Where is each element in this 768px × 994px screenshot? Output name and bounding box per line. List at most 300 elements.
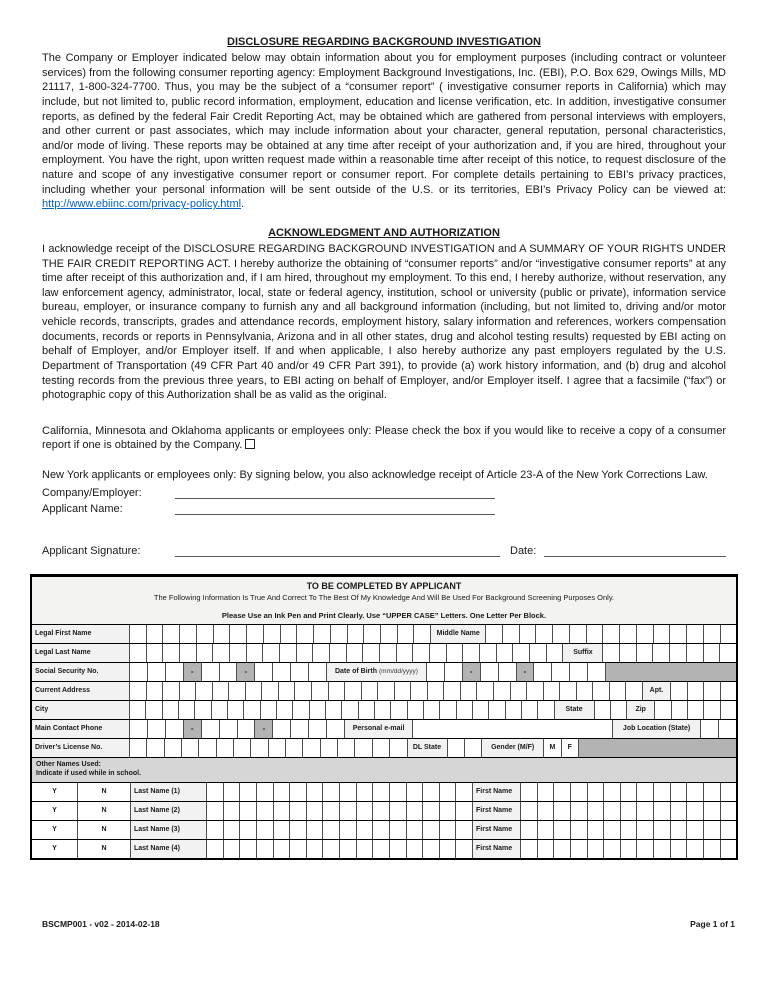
- letter-box[interactable]: [669, 625, 686, 643]
- letter-box[interactable]: [358, 701, 374, 719]
- letter-box[interactable]: [686, 840, 703, 858]
- letter-box[interactable]: [389, 783, 406, 801]
- letter-box[interactable]: [280, 625, 297, 643]
- letter-box[interactable]: [212, 682, 229, 700]
- letter-box[interactable]: [372, 840, 389, 858]
- letter-box[interactable]: [320, 739, 337, 757]
- letter-box[interactable]: [179, 682, 196, 700]
- letter-box[interactable]: [129, 663, 147, 681]
- letter-box[interactable]: [570, 783, 587, 801]
- letter-box[interactable]: [339, 783, 356, 801]
- letter-box[interactable]: [520, 821, 537, 839]
- letter-box[interactable]: [587, 783, 604, 801]
- letter-box[interactable]: [485, 625, 502, 643]
- letter-box[interactable]: [479, 644, 496, 662]
- letter-box[interactable]: [201, 663, 219, 681]
- letter-box[interactable]: [181, 739, 198, 757]
- letter-box[interactable]: [703, 625, 720, 643]
- letter-box[interactable]: [587, 802, 604, 820]
- letter-box[interactable]: [179, 625, 196, 643]
- letter-box[interactable]: [719, 644, 736, 662]
- letter-box[interactable]: [389, 821, 406, 839]
- letter-box[interactable]: [686, 783, 703, 801]
- letter-box[interactable]: [720, 802, 737, 820]
- letter-box[interactable]: [312, 644, 329, 662]
- letter-box[interactable]: [356, 783, 373, 801]
- letter-box[interactable]: [239, 802, 256, 820]
- letter-box[interactable]: [521, 701, 537, 719]
- letter-box[interactable]: [422, 821, 439, 839]
- letter-box[interactable]: [636, 840, 653, 858]
- letter-box[interactable]: [294, 682, 311, 700]
- letter-box[interactable]: [289, 821, 306, 839]
- letter-box[interactable]: [273, 783, 290, 801]
- letter-box[interactable]: [720, 625, 737, 643]
- applicant-name-line[interactable]: [175, 501, 495, 515]
- letter-box[interactable]: [493, 682, 510, 700]
- letter-box[interactable]: [670, 682, 687, 700]
- letter-box[interactable]: [246, 625, 263, 643]
- letter-box[interactable]: [594, 701, 610, 719]
- letter-box[interactable]: [700, 720, 718, 738]
- letter-box[interactable]: [439, 821, 456, 839]
- letter-box[interactable]: [620, 802, 637, 820]
- letter-box[interactable]: [198, 739, 215, 757]
- letter-box[interactable]: [720, 783, 737, 801]
- letter-box[interactable]: [505, 701, 521, 719]
- letter-box[interactable]: [227, 701, 243, 719]
- letter-box[interactable]: [720, 840, 737, 858]
- letter-box[interactable]: [602, 644, 619, 662]
- letter-box[interactable]: [260, 701, 276, 719]
- letter-box[interactable]: [372, 802, 389, 820]
- letter-box[interactable]: [443, 682, 460, 700]
- letter-box[interactable]: [592, 682, 609, 700]
- letter-box[interactable]: [250, 739, 267, 757]
- letter-box[interactable]: [653, 840, 670, 858]
- letter-box[interactable]: [670, 821, 687, 839]
- letter-box[interactable]: [520, 783, 537, 801]
- letter-box[interactable]: [620, 783, 637, 801]
- letter-box[interactable]: [703, 783, 720, 801]
- letter-box[interactable]: [720, 682, 737, 700]
- email-input-cell[interactable]: [412, 720, 612, 738]
- letter-box[interactable]: [456, 701, 472, 719]
- letter-box[interactable]: [165, 720, 183, 738]
- letter-box[interactable]: [502, 625, 519, 643]
- letter-box[interactable]: [278, 682, 295, 700]
- letter-box[interactable]: [356, 840, 373, 858]
- letter-box[interactable]: [535, 625, 552, 643]
- letter-box[interactable]: [439, 802, 456, 820]
- letter-box[interactable]: [455, 821, 472, 839]
- letter-box[interactable]: [196, 625, 213, 643]
- letter-box[interactable]: [537, 840, 554, 858]
- letter-box[interactable]: [526, 682, 543, 700]
- letter-box[interactable]: [703, 802, 720, 820]
- letter-box[interactable]: [162, 701, 178, 719]
- letter-box[interactable]: [543, 682, 560, 700]
- letter-box[interactable]: [472, 701, 488, 719]
- letter-box[interactable]: [256, 840, 273, 858]
- letter-box[interactable]: [329, 644, 346, 662]
- letter-box[interactable]: [302, 739, 319, 757]
- letter-box[interactable]: [372, 821, 389, 839]
- letter-box[interactable]: [328, 682, 345, 700]
- letter-box[interactable]: [162, 644, 179, 662]
- letter-box[interactable]: [308, 720, 326, 738]
- copy-report-checkbox[interactable]: [245, 439, 255, 449]
- letter-box[interactable]: [529, 644, 546, 662]
- letter-box[interactable]: [362, 644, 379, 662]
- letter-box[interactable]: [426, 663, 444, 681]
- letter-box[interactable]: [229, 625, 246, 643]
- letter-box[interactable]: [322, 802, 339, 820]
- letter-box[interactable]: [603, 783, 620, 801]
- letter-box[interactable]: [289, 802, 306, 820]
- company-employer-line[interactable]: [175, 485, 495, 499]
- letter-box[interactable]: [129, 720, 147, 738]
- letter-box[interactable]: [406, 840, 423, 858]
- letter-box[interactable]: [146, 682, 163, 700]
- letter-box[interactable]: [289, 783, 306, 801]
- letter-box[interactable]: [219, 663, 237, 681]
- applicant-signature-line[interactable]: [175, 543, 500, 557]
- letter-box[interactable]: [363, 625, 380, 643]
- letter-box[interactable]: [237, 720, 255, 738]
- letter-box[interactable]: [603, 840, 620, 858]
- letter-box[interactable]: [272, 663, 290, 681]
- letter-box[interactable]: [339, 802, 356, 820]
- letter-box[interactable]: [570, 802, 587, 820]
- letter-box[interactable]: [276, 701, 292, 719]
- letter-box[interactable]: [356, 821, 373, 839]
- letter-box[interactable]: [194, 701, 210, 719]
- letter-box[interactable]: [273, 802, 290, 820]
- letter-box[interactable]: [620, 821, 637, 839]
- letter-box[interactable]: [410, 682, 427, 700]
- letter-box[interactable]: [512, 644, 529, 662]
- letter-box[interactable]: [296, 625, 313, 643]
- letter-box[interactable]: [718, 720, 736, 738]
- letter-box[interactable]: [537, 783, 554, 801]
- letter-box[interactable]: [636, 821, 653, 839]
- letter-box[interactable]: [223, 840, 240, 858]
- letter-box[interactable]: [394, 682, 411, 700]
- letter-box[interactable]: [179, 644, 196, 662]
- letter-box[interactable]: [268, 739, 285, 757]
- letter-box[interactable]: [239, 840, 256, 858]
- letter-box[interactable]: [406, 802, 423, 820]
- letter-box[interactable]: [290, 720, 308, 738]
- letter-box[interactable]: [212, 644, 229, 662]
- letter-box[interactable]: [636, 783, 653, 801]
- letter-box[interactable]: [498, 663, 516, 681]
- letter-box[interactable]: [372, 783, 389, 801]
- letter-box[interactable]: [322, 840, 339, 858]
- letter-box[interactable]: [670, 783, 687, 801]
- letter-box[interactable]: [609, 682, 626, 700]
- letter-box[interactable]: [344, 682, 361, 700]
- letter-box[interactable]: [720, 821, 737, 839]
- letter-box[interactable]: [195, 682, 212, 700]
- letter-box[interactable]: [211, 701, 227, 719]
- letter-box[interactable]: [703, 840, 720, 858]
- letter-box[interactable]: [341, 701, 357, 719]
- letter-box[interactable]: [129, 739, 146, 757]
- letter-box[interactable]: [390, 701, 406, 719]
- letter-box[interactable]: [263, 625, 280, 643]
- letter-box[interactable]: [686, 625, 703, 643]
- letter-box[interactable]: [455, 802, 472, 820]
- letter-box[interactable]: [306, 840, 323, 858]
- letter-box[interactable]: [290, 663, 308, 681]
- letter-box[interactable]: [129, 644, 146, 662]
- letter-box[interactable]: [447, 739, 464, 757]
- letter-box[interactable]: [670, 840, 687, 858]
- letter-box[interactable]: [339, 821, 356, 839]
- letter-box[interactable]: [262, 644, 279, 662]
- letter-box[interactable]: [379, 644, 396, 662]
- letter-box[interactable]: [603, 821, 620, 839]
- letter-box[interactable]: [439, 701, 455, 719]
- letter-box[interactable]: [206, 821, 223, 839]
- letter-box[interactable]: [687, 701, 703, 719]
- letter-box[interactable]: [406, 821, 423, 839]
- letter-box[interactable]: [636, 625, 653, 643]
- letter-box[interactable]: [145, 701, 161, 719]
- letter-box[interactable]: [671, 701, 687, 719]
- letter-box[interactable]: [587, 663, 605, 681]
- letter-box[interactable]: [603, 802, 620, 820]
- letter-box[interactable]: [397, 625, 414, 643]
- letter-box[interactable]: [196, 644, 213, 662]
- letter-box[interactable]: [306, 783, 323, 801]
- letter-box[interactable]: [446, 644, 463, 662]
- letter-box[interactable]: [569, 663, 587, 681]
- letter-box[interactable]: [439, 840, 456, 858]
- letter-box[interactable]: [537, 802, 554, 820]
- letter-box[interactable]: [389, 840, 406, 858]
- letter-box[interactable]: [356, 802, 373, 820]
- letter-box[interactable]: [146, 739, 163, 757]
- letter-box[interactable]: [496, 644, 513, 662]
- letter-box[interactable]: [686, 802, 703, 820]
- letter-box[interactable]: [256, 783, 273, 801]
- letter-box[interactable]: [537, 821, 554, 839]
- date-line[interactable]: [544, 543, 726, 557]
- letter-box[interactable]: [625, 682, 642, 700]
- letter-box[interactable]: [243, 701, 259, 719]
- letter-box[interactable]: [273, 821, 290, 839]
- letter-box[interactable]: [219, 720, 237, 738]
- letter-box[interactable]: [652, 644, 669, 662]
- letter-box[interactable]: [422, 840, 439, 858]
- letter-box[interactable]: [406, 783, 423, 801]
- letter-box[interactable]: [653, 802, 670, 820]
- letter-box[interactable]: [261, 682, 278, 700]
- letter-box[interactable]: [602, 625, 619, 643]
- letter-box[interactable]: [423, 701, 439, 719]
- letter-box[interactable]: [279, 644, 296, 662]
- letter-box[interactable]: [256, 802, 273, 820]
- letter-box[interactable]: [272, 720, 290, 738]
- letter-box[interactable]: [337, 739, 354, 757]
- letter-box[interactable]: [311, 682, 328, 700]
- letter-box[interactable]: [206, 783, 223, 801]
- letter-box[interactable]: [245, 682, 262, 700]
- privacy-policy-link[interactable]: http://www.ebiinc.com/privacy-policy.html: [42, 198, 242, 211]
- letter-box[interactable]: [330, 625, 347, 643]
- letter-box[interactable]: [325, 701, 341, 719]
- letter-box[interactable]: [533, 663, 551, 681]
- letter-box[interactable]: [165, 663, 183, 681]
- letter-box[interactable]: [164, 739, 181, 757]
- letter-box[interactable]: [553, 840, 570, 858]
- letter-box[interactable]: [372, 739, 389, 757]
- letter-box[interactable]: [389, 802, 406, 820]
- letter-box[interactable]: [223, 802, 240, 820]
- letter-box[interactable]: [670, 802, 687, 820]
- letter-box[interactable]: [619, 625, 636, 643]
- letter-box[interactable]: [322, 821, 339, 839]
- letter-box[interactable]: [228, 682, 245, 700]
- letter-box[interactable]: [206, 802, 223, 820]
- letter-box[interactable]: [396, 644, 413, 662]
- letter-box[interactable]: [289, 840, 306, 858]
- letter-box[interactable]: [389, 739, 406, 757]
- letter-box[interactable]: [412, 644, 429, 662]
- letter-box[interactable]: [669, 644, 686, 662]
- letter-box[interactable]: [223, 783, 240, 801]
- letter-box[interactable]: [246, 644, 263, 662]
- letter-box[interactable]: [146, 625, 163, 643]
- letter-box[interactable]: [476, 682, 493, 700]
- letter-box[interactable]: [559, 682, 576, 700]
- letter-box[interactable]: [654, 701, 670, 719]
- letter-box[interactable]: [239, 783, 256, 801]
- letter-box[interactable]: [313, 625, 330, 643]
- letter-box[interactable]: [162, 625, 179, 643]
- letter-box[interactable]: [570, 821, 587, 839]
- letter-box[interactable]: [422, 802, 439, 820]
- letter-box[interactable]: [687, 682, 704, 700]
- letter-box[interactable]: [636, 644, 653, 662]
- letter-box[interactable]: [380, 625, 397, 643]
- letter-box[interactable]: [306, 802, 323, 820]
- letter-box[interactable]: [520, 802, 537, 820]
- letter-box[interactable]: [178, 701, 194, 719]
- letter-box[interactable]: [254, 663, 272, 681]
- letter-box[interactable]: [346, 644, 363, 662]
- letter-box[interactable]: [610, 701, 626, 719]
- letter-box[interactable]: [129, 625, 146, 643]
- letter-box[interactable]: [292, 701, 308, 719]
- letter-box[interactable]: [653, 821, 670, 839]
- letter-box[interactable]: [587, 840, 604, 858]
- letter-box[interactable]: [488, 701, 504, 719]
- letter-box[interactable]: [570, 840, 587, 858]
- letter-box[interactable]: [361, 682, 378, 700]
- letter-box[interactable]: [439, 783, 456, 801]
- letter-box[interactable]: [703, 682, 720, 700]
- letter-box[interactable]: [720, 701, 736, 719]
- letter-box[interactable]: [551, 663, 569, 681]
- letter-box[interactable]: [407, 701, 423, 719]
- letter-box[interactable]: [519, 625, 536, 643]
- letter-box[interactable]: [464, 739, 481, 757]
- letter-box[interactable]: [306, 821, 323, 839]
- letter-box[interactable]: [296, 644, 313, 662]
- letter-box[interactable]: [586, 625, 603, 643]
- letter-box[interactable]: [537, 701, 553, 719]
- letter-box[interactable]: [377, 682, 394, 700]
- letter-box[interactable]: [229, 644, 246, 662]
- letter-box[interactable]: [686, 644, 703, 662]
- letter-box[interactable]: [520, 840, 537, 858]
- letter-box[interactable]: [273, 840, 290, 858]
- letter-box[interactable]: [147, 663, 165, 681]
- letter-box[interactable]: [223, 821, 240, 839]
- letter-box[interactable]: [703, 821, 720, 839]
- letter-box[interactable]: [354, 739, 371, 757]
- letter-box[interactable]: [326, 720, 344, 738]
- letter-box[interactable]: [444, 663, 462, 681]
- letter-box[interactable]: [374, 701, 390, 719]
- letter-box[interactable]: [256, 821, 273, 839]
- letter-box[interactable]: [510, 682, 527, 700]
- letter-box[interactable]: [553, 783, 570, 801]
- letter-box[interactable]: [429, 644, 446, 662]
- letter-box[interactable]: [653, 625, 670, 643]
- letter-box[interactable]: [129, 701, 145, 719]
- letter-box[interactable]: [216, 739, 233, 757]
- letter-box[interactable]: [703, 644, 720, 662]
- letter-box[interactable]: [322, 783, 339, 801]
- letter-box[interactable]: [422, 783, 439, 801]
- letter-box[interactable]: [233, 739, 250, 757]
- letter-box[interactable]: [576, 682, 593, 700]
- letter-box[interactable]: [619, 644, 636, 662]
- letter-box[interactable]: [620, 840, 637, 858]
- letter-box[interactable]: [703, 701, 719, 719]
- letter-box[interactable]: [455, 840, 472, 858]
- letter-box[interactable]: [455, 783, 472, 801]
- letter-box[interactable]: [285, 739, 302, 757]
- letter-box[interactable]: [147, 720, 165, 738]
- letter-box[interactable]: [553, 821, 570, 839]
- letter-box[interactable]: [569, 625, 586, 643]
- letter-box[interactable]: [201, 720, 219, 738]
- letter-box[interactable]: [413, 625, 430, 643]
- letter-box[interactable]: [308, 663, 326, 681]
- letter-box[interactable]: [546, 644, 563, 662]
- letter-box[interactable]: [206, 840, 223, 858]
- letter-box[interactable]: [146, 644, 163, 662]
- letter-box[interactable]: [587, 821, 604, 839]
- letter-box[interactable]: [213, 625, 230, 643]
- letter-box[interactable]: [653, 783, 670, 801]
- letter-box[interactable]: [347, 625, 364, 643]
- letter-box[interactable]: [636, 802, 653, 820]
- letter-box[interactable]: [339, 840, 356, 858]
- letter-box[interactable]: [553, 802, 570, 820]
- letter-box[interactable]: [239, 821, 256, 839]
- letter-box[interactable]: [480, 663, 498, 681]
- letter-box[interactable]: [162, 682, 179, 700]
- letter-box[interactable]: [462, 644, 479, 662]
- letter-box[interactable]: [129, 682, 146, 700]
